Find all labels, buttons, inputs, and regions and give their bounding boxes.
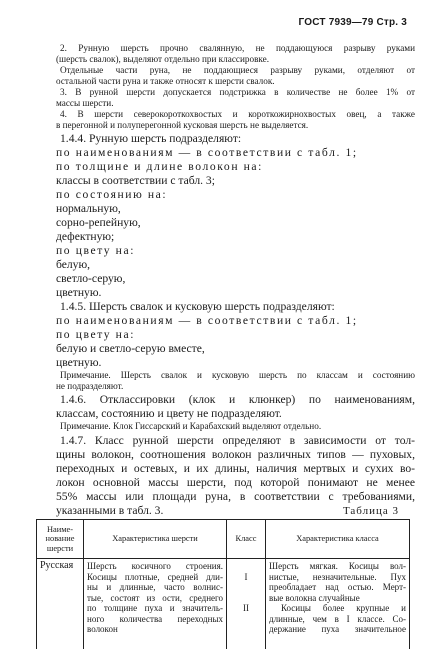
cell-line: ного количества переходных [87,614,223,625]
text-line: щины волокон, соотношения волокон различных типов — пуховых, [56,448,415,462]
wool-class-table [36,519,410,649]
note-line: не подразделяют. [56,381,123,392]
table-row [37,559,410,649]
text-line: по цвету на: [56,244,135,258]
text-line: по наименованиям — в соответствии с табл. 1; [56,314,358,328]
class-cell [227,559,266,649]
note-line: Примечание. Шерсть свалок и кусковую шерсть по классам и состоянию [60,370,415,381]
cell-line: держание пуха значительное [269,624,406,635]
text-line: 55% массы или площади руна, в соответствии с требованиями, [56,490,415,504]
clause-heading: 1.4.6. Отклассировки (клок и клюнкер) по наименованиям, [60,393,415,407]
text-line: по состоянию на: [56,188,167,202]
text-line: в перегонной и полуперегонной кусковая шерсть не выделяется. [56,120,308,131]
cell-line: Шерсть мягкая. Косицы вол- [269,561,406,572]
clause-heading: 1.4.4. Рунную шерсть подразделяют: [60,132,241,146]
cell-line: вые волокна случайные [269,593,406,604]
cell-line: Косицы более крупные и [269,603,406,614]
text-line: цветную. [56,286,101,300]
text-line: дефектную; [56,230,114,244]
text-line: цветную. [56,356,101,370]
clause-heading: 1.4.5. Шерсть свалок и кусковую шерсть подразделяют: [60,300,335,314]
class-numeral: I [230,572,262,583]
wool-characteristic [84,559,227,649]
text-line: массы шерсти. [56,98,114,109]
cell-line: Шерсть косичного строения. [87,561,223,572]
standard-number: ГОСТ 7939—79 [299,17,374,28]
cell-line: ны и длинные, часто волнис- [87,582,223,593]
cell-line: по толщине пуха и значитель- [87,603,223,614]
text-line: 2. Рунную шерсть прочно свалянную, не поддающуюся разрыву руками [60,43,415,54]
text-line: белую, [56,258,90,272]
text-line: локон основной массы шерсти, под которой понимают не менее [56,476,415,490]
cell-line: нистые, незначительные. Пух [269,572,406,583]
wool-name: Русская [37,559,84,649]
table-caption: Таблица 3 [343,505,399,517]
column-header-name: Наиме-нование шерсти [37,520,84,559]
text-line: 4. В шерсти северокороткохвостых и короткожирнохвостых овец, а также [60,109,415,120]
column-header-class: Класс [227,520,266,559]
text-line: светло-серую, [56,272,125,286]
clause-heading: 1.4.7. Класс рунной шерсти определяют в зависимости от тол- [60,434,415,448]
note-line: Примечание. Клок Гиссарский и Карабахский выделяют отдельно. [60,421,321,432]
cell-line: тые, состоят из ости, среднего [87,593,223,604]
text-line: нормальную, [56,202,121,216]
text-line: указанными в табл. 3. [56,504,163,518]
class-characteristic [266,559,410,649]
column-header-wool: Характеристика шерсти [84,520,227,559]
page-number: Стр. 3 [376,17,407,28]
text-line: классам, состоянию и цвету не подразделяют. [56,407,282,421]
text-line: по толщине и длине волокон на: [56,160,263,174]
text-line: белую и светло-серую вместе, [56,342,205,356]
text-line: Отдельные части руна, не поддающиеся разрыву руками, отделяют от [60,65,415,76]
page-header [299,17,407,28]
text-line: сорно-репейную, [56,216,141,230]
text-line: 3. В рунной шерсти допускается подстрижка в количестве не более 1% от [60,87,415,98]
text-line: (шерсть свалок), выделяют отдельно при классировке. [56,54,269,65]
text-line: классы в соответствии с табл. 3; [56,174,215,188]
text-line: по цвету на: [56,328,135,342]
cell-line: волокон [87,624,223,635]
text-line: остальной части руна и также относят к шерсти свалок. [56,76,275,87]
column-header-class-description: Характеристика класса [266,520,410,559]
class-numeral: II [230,603,262,614]
cell-line: преобладает над остью. Мерт- [269,582,406,593]
text-line: переходных и остевых, и их длины, наличия мертвых и сухих во- [56,462,415,476]
cell-line: длинные, чем в I классе. Со- [269,614,406,625]
text-line: по наименованиям — в соответствии с табл. 1; [56,146,358,160]
cell-line: Косицы плотные, средней дли- [87,572,223,583]
